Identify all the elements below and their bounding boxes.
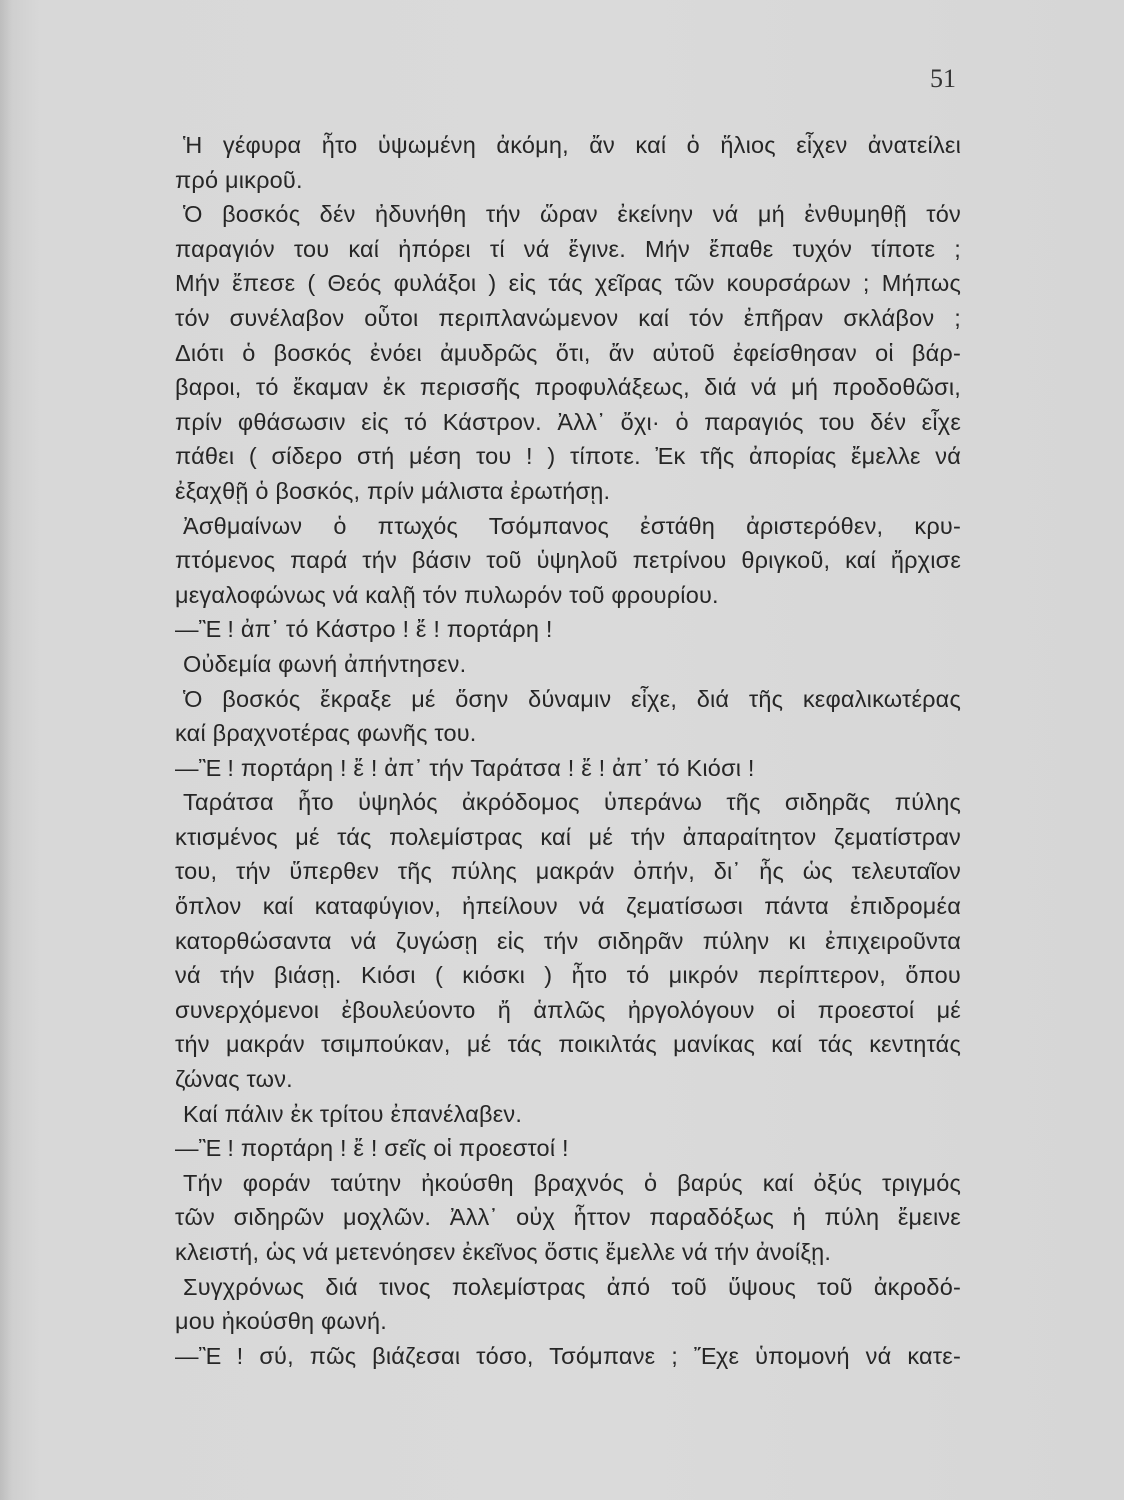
text-line: πτόμενος παρά τήν βάσιν τοῦ ὑψηλοῦ πετρίνου θριγκοῦ, καί ἤρχισε <box>175 547 961 574</box>
text-line: Καί πάλιν ἐκ τρίτου ἐπανέλαβεν. <box>183 1100 523 1127</box>
text-line: νά τήν βιάσῃ. Κιόσι ( κιόσκι ) ἦτο τό μικρόν περίπτερον, ὅπου <box>175 962 961 989</box>
text-line: τῶν σιδηρῶν μοχλῶν. Ἀλλ᾽ οὐχ ἧττον παραδόξως ἡ πύλη ἔμεινε <box>175 1204 961 1231</box>
text-line: πρίν φθάσωσιν εἰς τό Κάστρον. Ἀλλ᾽ ὄχι· ὁ παραγιός του δέν εἶχε <box>175 408 961 435</box>
text-line: παραγιόν του καί ἠπόρει τί νά ἔγινε. Μήν ἔπαθε τυχόν τίποτε ; <box>175 235 961 262</box>
body-text <box>175 128 961 1373</box>
dialogue-line: —Ἒ ! ἀπ᾽ τό Κάστρο ! ἔ ! πορτάρη ! <box>175 616 553 643</box>
text-line: πάθει ( σίδερο στή μέση του ! ) τίποτε. Ἐκ τῆς ἀπορίας ἔμελλε νά <box>175 443 961 470</box>
text-line: Ὁ βοσκός ἔκραξε μέ ὅσην δύναμιν εἶχε, διά τῆς κεφαλικωτέρας <box>183 685 961 712</box>
text-line: βαροι, τό ἔκαμαν ἐκ περισσῆς προφυλάξεως, διά νά μή προδοθῶσι, <box>175 374 961 401</box>
text-line: ἐξαχθῇ ὁ βοσκός, πρίν μάλιστα ἐρωτήσῃ. <box>175 477 611 504</box>
dialogue-line: —Ἒ ! πορτάρη ! ἔ ! ἀπ᾽ τήν Ταράτσα ! ἔ ! ἀπ᾽ τό Κιόσι ! <box>175 754 755 781</box>
dialogue-line: —Ἒ ! σύ, πῶς βιάζεσαι τόσο, Τσόμπανε ; Ἔχε ὑπομονή νά κατε- <box>175 1342 961 1369</box>
text-line: τόν συνέλαβον οὗτοι περιπλανώμενον καί τόν ἐπῆραν σκλάβον ; <box>175 304 961 331</box>
text-line: ὅπλον καί καταφύγιον, ἠπείλουν νά ζεματίσωσι πάντα ἐπιδρομέα <box>175 893 961 920</box>
text-line: Οὐδεμία φωνή ἀπήντησεν. <box>183 650 467 677</box>
text-line: Συγχρόνως διά τινος πολεμίστρας ἀπό τοῦ ὕψους τοῦ ἀκροδό- <box>183 1273 961 1300</box>
text-line: κατορθώσαντα νά ζυγώσῃ εἰς τήν σιδηρᾶν πύλην κι ἐπιχειροῦντα <box>175 927 961 954</box>
text-line: μεγαλοφώνως νά καλῇ τόν πυλωρόν τοῦ φρουρίου. <box>175 581 719 608</box>
text-line: Ταράτσα ἦτο ὑψηλός ἀκρόδομος ὑπεράνω τῆς σιδηρᾶς πύλης <box>183 789 961 816</box>
text-line: Ἡ γέφυρα ἦτο ὑψωμένη ἀκόμη, ἄν καί ὁ ἥλιος εἶχεν ἀνατείλει <box>183 132 961 158</box>
dialogue-line: —Ἒ ! πορτάρη ! ἔ ! σεῖς οἱ προεστοί ! <box>175 1135 569 1162</box>
text-line: Τήν φοράν ταύτην ἠκούσθη βραχνός ὁ βαρύς καί ὀξύς τριγμός <box>183 1169 961 1196</box>
text-line: πρό μικροῦ. <box>175 166 303 193</box>
text-line: τήν μακράν τσιμπούκαν, μέ τάς ποικιλτάς μανίκας καί τάς κεντητάς <box>175 1031 961 1058</box>
text-line: καί βραχνοτέρας φωνῆς του. <box>175 720 477 747</box>
text-line: κλειστή, ὡς νά μετενόησεν ἐκεῖνος ὅστις ἔμελλε νά τήν ἀνοίξῃ. <box>175 1239 832 1265</box>
page-number: 51 <box>930 64 956 93</box>
text-line: Διότι ὁ βοσκός ἐνόει ἀμυδρῶς ὅτι, ἄν αὐτοῦ ἐφείσθησαν οἱ βάρ- <box>175 339 961 366</box>
text-line: κτισμένος μέ τάς πολεμίστρας καί μέ τήν ἀπαραίτητον ζεματίστραν <box>175 823 961 850</box>
text-line: Ἀσθμαίνων ὁ πτωχός Τσόμπανος ἐστάθη ἀριστερόθεν, κρυ- <box>183 512 961 539</box>
text-line: μου ἠκούσθη φωνή. <box>175 1308 387 1335</box>
text-line: συνερχόμενοι ἐβουλεύοντο ἤ ἁπλῶς ἠργολόγουν οἱ προεστοί μέ <box>175 996 961 1023</box>
text-line: ζώνας των. <box>175 1066 293 1093</box>
text-line: Ὁ βοσκός δέν ἠδυνήθη τήν ὥραν ἐκείνην νά μή ἐνθυμηθῇ τόν <box>183 201 961 228</box>
text-line: Μήν ἔπεσε ( Θεός φυλάξοι ) εἰς τάς χεῖρας τῶν κουρσάρων ; Μήπως <box>175 270 961 297</box>
text-line: του, τήν ὕπερθεν τῆς πύλης μακράν ὀπήν, δι᾽ ἧς ὡς τελευταῖον <box>175 858 961 885</box>
